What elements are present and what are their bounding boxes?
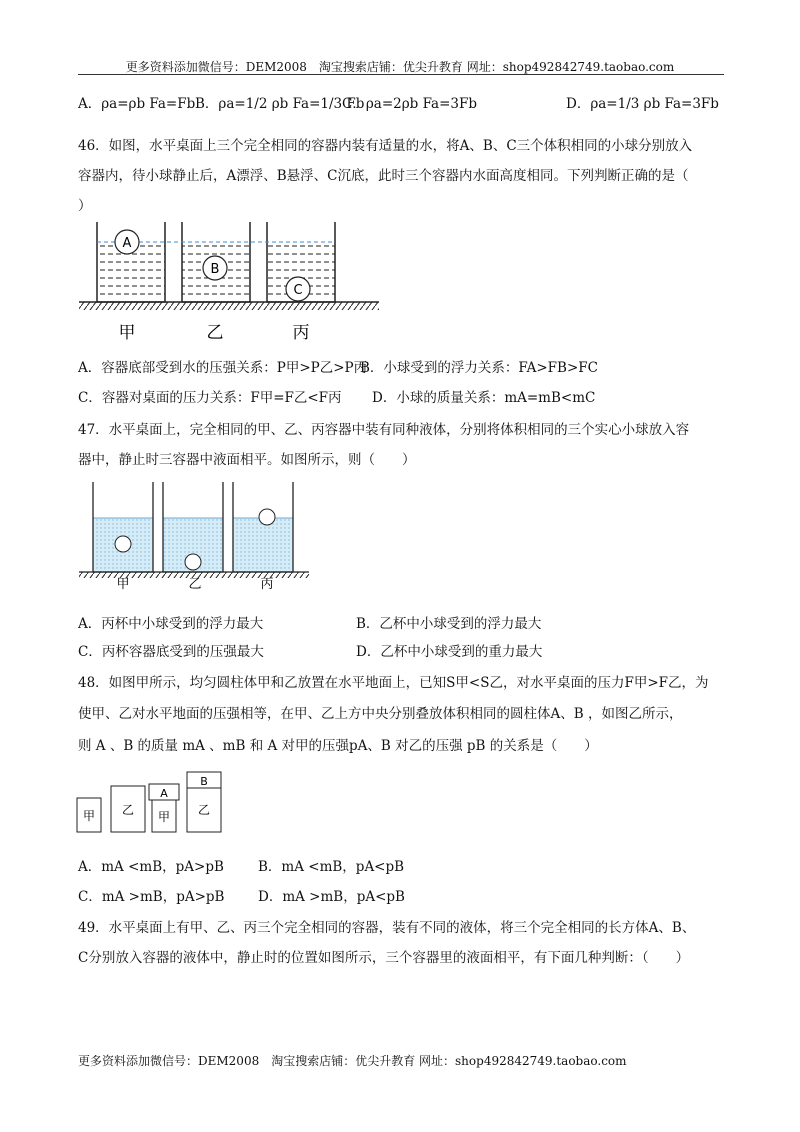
q46-label-jia: 甲	[118, 323, 136, 343]
q46-ball-b-label: B	[210, 262, 220, 277]
q48-figure	[75, 770, 235, 838]
q46-option-a: A．容器底部受到水的压强关系：P甲>P乙>P丙	[78, 360, 368, 376]
q47-label-bing: 丙	[260, 577, 274, 592]
q48-label-b: B	[200, 775, 208, 788]
q45-option-d: D．ρa=1/3 ρb Fa=3Fb	[566, 96, 719, 112]
q47-figure	[75, 478, 315, 593]
q48-stem-line-3: 则 A 、B 的质量 mA 、mB 和 A 对甲的压强pA、B 对乙的压强 pB 的关系是（ ）	[78, 738, 598, 754]
q45-option-b: B．ρa=1/2 ρb Fa=1/3 Fb	[195, 96, 365, 112]
q48-option-a: A．mA <mB，pA>pB	[78, 859, 224, 875]
q46-label-bing: 丙	[292, 323, 310, 343]
page-header: 更多资料添加微信号：DEM2008 淘宝搜索店铺：优尖升教育 网址：shop492842749.taobao.com	[125, 60, 675, 74]
q47-ball-yi	[185, 554, 201, 570]
q46-figure	[75, 218, 385, 348]
q48-label-yi-2: 乙	[197, 803, 211, 817]
q46-ball-a-label: A	[122, 236, 132, 251]
q47-container-jia	[93, 482, 153, 572]
q46-stem-line-1: 46．如图，水平桌面上三个完全相同的容器内装有适量的水，将A、B、C三个体积相同的小球分别放入	[78, 138, 693, 154]
q46-label-yi: 乙	[206, 323, 224, 343]
q48-label-jia-2: 甲	[157, 810, 171, 824]
q47-stem-line-2: 器中，静止时三容器中液面相平。如图所示，则（ ）	[78, 452, 416, 468]
q48-option-c: C．mA >mB，pA>pB	[78, 889, 225, 905]
q45-option-a: A．ρa=ρb Fa=Fb	[78, 96, 196, 112]
q48-label-yi: 乙	[121, 803, 135, 817]
q46-ground-hatch	[79, 302, 379, 310]
q48-option-d: D．mA >mB，pA<pB	[258, 889, 405, 905]
q49-stem-line-2: C分别放入容器的液体中，静止时的位置如图所示，三个容器里的液面相平，有下面几种判断：（ ）	[78, 950, 690, 966]
q46-option-d: D．小球的质量关系：mA=mB<mC	[372, 390, 596, 406]
q47-label-yi: 乙	[188, 577, 202, 592]
q47-option-d: D．乙杯中小球受到的重力最大	[356, 644, 543, 660]
q47-label-jia: 甲	[116, 577, 130, 592]
q48-stem-line-1: 48．如图甲所示，均匀圆柱体甲和乙放置在水平地面上，已知S甲<S乙，对水平桌面的压力F甲>F乙，为	[78, 675, 709, 691]
q45-option-c: C．ρa=2ρb Fa=3Fb	[342, 96, 477, 112]
q47-option-b: B．乙杯中小球受到的浮力最大	[356, 616, 542, 632]
q47-option-c: C．丙杯容器底受到的压强最大	[78, 644, 264, 660]
q46-option-b: B．小球受到的浮力关系：FA>FB>FC	[360, 360, 598, 376]
header-divider	[78, 74, 724, 75]
q48-stem-line-2: 使甲、乙对水平地面的压强相等，在甲、乙上方中央分别叠放体积相同的圆柱体A、B ，如图乙所示，	[78, 706, 683, 722]
q48-label-jia: 甲	[82, 809, 96, 823]
q46-option-c: C．容器对桌面的压力关系：F甲=F乙<F丙	[78, 390, 342, 406]
q48-label-a: A	[160, 787, 168, 800]
q48-option-b: B．mA <mB，pA<pB	[258, 859, 405, 875]
page-footer: 更多资料添加微信号：DEM2008 淘宝搜索店铺：优尖升教育 网址：shop492842749.taobao.com	[78, 1054, 627, 1068]
q47-ball-jia	[115, 536, 131, 552]
q46-stem-line-3: ）	[78, 198, 92, 214]
q49-stem-line-1: 49．水平桌面上有甲、乙、丙三个完全相同的容器，装有不同的液体，将三个完全相同的长方体A、B、	[78, 920, 696, 936]
q46-ball-c-label: C	[293, 283, 303, 298]
q47-stem-line-1: 47．水平桌面上，完全相同的甲、乙、丙容器中装有同种液体，分别将体积相同的三个实心小球放入容	[78, 422, 690, 438]
q47-container-bing	[233, 482, 293, 572]
q46-stem-line-2: 容器内，待小球静止后，A漂浮、B悬浮、C沉底，此时三个容器内水面高度相同。下列判断正确的是（	[78, 168, 689, 184]
q47-ball-bing	[259, 509, 275, 525]
q47-option-a: A．丙杯中小球受到的浮力最大	[78, 616, 264, 632]
